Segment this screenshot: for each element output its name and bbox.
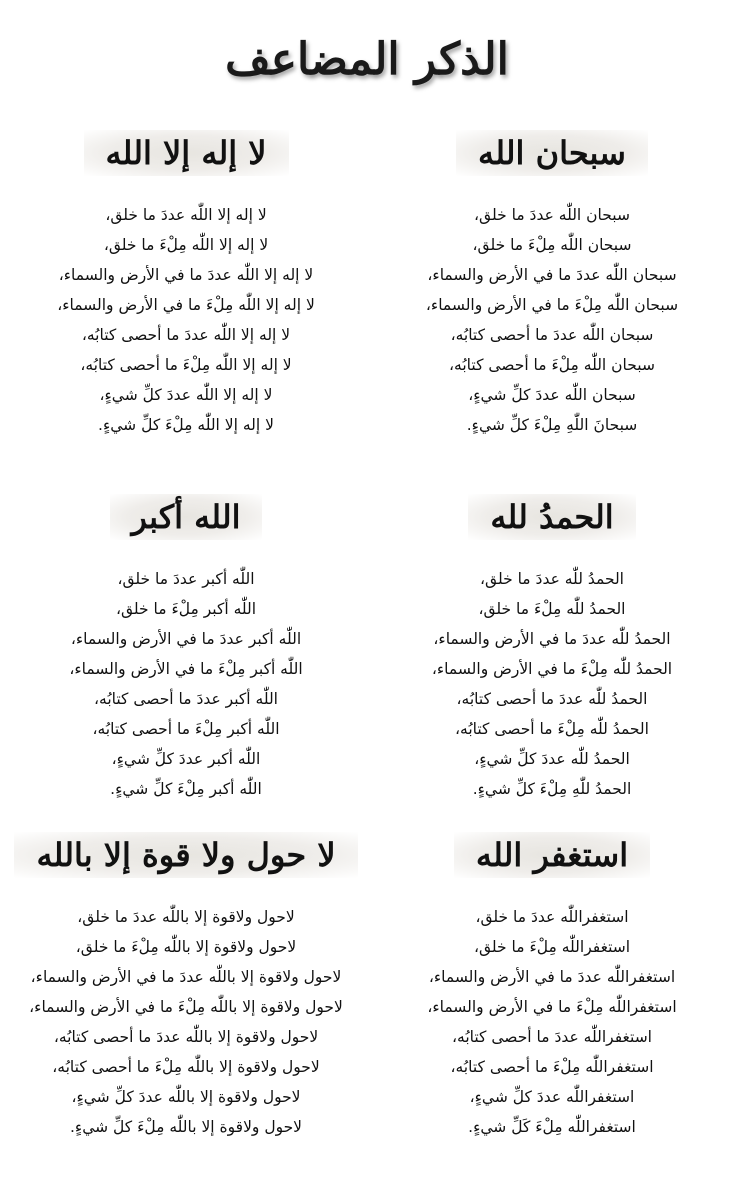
dhikr-line: سبحان اللّٰه عددَ ما في الأرض والسماء، <box>427 266 677 284</box>
dhikr-line: سبحان اللّٰه عددَ ما أحصى كتابُه، <box>450 326 654 344</box>
section-subhan-allah <box>372 130 732 440</box>
dhikr-list <box>372 564 732 804</box>
dhikr-line: اللّٰه أكبر عددَ كلِّ شيءٍ، <box>111 750 261 768</box>
section-header <box>372 494 732 540</box>
dhikr-list <box>6 902 366 1142</box>
dhikr-line: الحمدُ للّٰه عددَ ما أحصى كتابُه، <box>456 690 648 708</box>
section-heading: الله أكبر <box>110 494 263 540</box>
dhikr-line: لاحول ولاقوة إلا باللّٰه عددَ كلِّ شيءٍ، <box>71 1088 301 1106</box>
dhikr-line: لاحول ولاقوة إلا باللّٰه مِلْءَ ما في الأرض والسماء، <box>29 998 343 1016</box>
dhikr-line: اللّٰه أكبر مِلْءَ كلِّ شيءٍ. <box>110 780 262 798</box>
dhikr-line: الحمدُ للّٰهِ مِلْءَ كلِّ شيءٍ. <box>472 780 632 798</box>
dhikr-line: اللّٰه أكبر عددَ ما خلق، <box>117 570 255 588</box>
dhikr-line: لا إله إلا اللّٰه مِلْءَ كلِّ شيءٍ. <box>98 416 274 434</box>
dhikr-line: الحمدُ للّٰه عددَ ما خلق، <box>480 570 624 588</box>
dhikr-line: لاحول ولاقوة إلا باللّٰه مِلْءَ كلِّ شيءٍ. <box>69 1118 303 1136</box>
dhikr-line: لا إله إلا اللّٰه عددَ كلِّ شيءٍ، <box>99 386 273 404</box>
dhikr-line: الحمدُ للّٰه عددَ ما في الأرض والسماء، <box>433 630 671 648</box>
dhikr-line: لاحول ولاقوة إلا باللّٰه عددَ ما أحصى كتابُه، <box>53 1028 319 1046</box>
section-heading: استغفر الله <box>454 832 650 878</box>
dhikr-line: الحمدُ للّٰه مِلْءَ ما في الأرض والسماء، <box>431 660 673 678</box>
dhikr-list <box>6 564 366 804</box>
section-header <box>372 832 732 878</box>
dhikr-line: لا إله إلا اللّٰه مِلْءَ ما خلق، <box>103 236 269 254</box>
dhikr-line: سبحان اللّٰه مِلْءَ ما في الأرض والسماء، <box>425 296 679 314</box>
section-header <box>6 494 366 540</box>
dhikr-line: اللّٰه أكبر مِلْءَ ما في الأرض والسماء، <box>69 660 303 678</box>
dhikr-list <box>372 902 732 1142</box>
section-la-ilaha-illallah <box>6 130 366 440</box>
dhikr-line: الحمدُ للّٰه مِلْءَ ما أحصى كتابُه، <box>455 720 649 738</box>
dhikr-line: استغفراللّٰه مِلْءَ كَلِّ شيءٍ. <box>468 1118 636 1136</box>
section-heading: لا إله إلا الله <box>84 130 289 176</box>
dhikr-list <box>6 200 366 440</box>
dhikr-line: استغفراللّٰه عددَ ما خلق، <box>475 908 629 926</box>
section-header <box>6 130 366 176</box>
dhikr-line: الحمدُ للّٰه عددَ كلِّ شيءٍ، <box>474 750 630 768</box>
dhikr-line: لا إله إلا اللّٰه عددَ ما خلق، <box>105 206 267 224</box>
dhikr-line: استغفراللّٰه عددَ ما في الأرض والسماء، <box>428 968 676 986</box>
dhikr-line: سبحان اللّٰه مِلْءَ ما أحصى كتابُه، <box>449 356 655 374</box>
page-title: الذكر المضاعف <box>225 34 509 85</box>
dhikr-line: الحمدُ للّٰه مِلْءَ ما خلق، <box>478 600 626 618</box>
dhikr-line: اللّٰه أكبر عددَ ما في الأرض والسماء، <box>70 630 302 648</box>
dhikr-line: سبحان اللّٰه مِلْءَ ما خلق، <box>472 236 632 254</box>
dhikr-line: لاحول ولاقوة إلا باللّٰه مِلْءَ ما خلق، <box>75 938 297 956</box>
dhikr-line: استغفراللّٰه عددَ كلِّ شيءٍ، <box>469 1088 635 1106</box>
section-heading: لا حول ولا قوة إلا بالله <box>14 832 357 878</box>
section-alhamdulillah <box>372 494 732 804</box>
dhikr-line: استغفراللّٰه مِلْءَ ما خلق، <box>473 938 631 956</box>
section-astaghfirullah <box>372 832 732 1142</box>
dhikr-line: لاحول ولاقوة إلا باللّٰه مِلْءَ ما أحصى كتابُه، <box>52 1058 320 1076</box>
dhikr-line: لا إله إلا اللّٰه عددَ ما أحصى كتابُه، <box>81 326 291 344</box>
section-header <box>372 130 732 176</box>
dhikr-line: سبحان اللّٰه عددَ كلِّ شيءٍ، <box>468 386 636 404</box>
dhikr-line: استغفراللّٰه مِلْءَ ما أحصى كتابُه، <box>450 1058 654 1076</box>
dhikr-line: لا إله إلا اللّٰه عددَ ما في الأرض والسماء، <box>58 266 314 284</box>
dhikr-line: سبحان اللّٰه عددَ ما خلق، <box>474 206 630 224</box>
dhikr-line: اللّٰه أكبر عددَ ما أحصى كتابُه، <box>94 690 278 708</box>
dhikr-line: استغفراللّٰه عددَ ما أحصى كتابُه، <box>452 1028 652 1046</box>
dhikr-line: لا إله إلا اللّٰه مِلْءَ ما أحصى كتابُه، <box>80 356 292 374</box>
dhikr-line: لاحول ولاقوة إلا باللّٰه عددَ ما خلق، <box>77 908 295 926</box>
dhikr-line: لا إله إلا اللّٰه مِلْءَ ما في الأرض والسماء، <box>57 296 315 314</box>
section-heading: الحمدُ لله <box>468 494 635 540</box>
dhikr-list <box>372 200 732 440</box>
dhikr-line: لاحول ولاقوة إلا باللّٰه عددَ ما في الأرض والسماء، <box>30 968 342 986</box>
section-heading: سبحان الله <box>456 130 648 176</box>
section-allahu-akbar <box>6 494 366 804</box>
section-header <box>6 832 366 878</box>
dhikr-line: اللّٰه أكبر مِلْءَ ما أحصى كتابُه، <box>92 720 280 738</box>
section-la-hawla <box>6 832 366 1142</box>
dhikr-line: استغفراللّٰه مِلْءَ ما في الأرض والسماء، <box>427 998 677 1016</box>
dhikr-line: اللّٰه أكبر مِلْءَ ما خلق، <box>115 600 257 618</box>
dhikr-line: سبحانَ اللّٰهِ مِلْءَ كلِّ شيءٍ. <box>466 416 638 434</box>
